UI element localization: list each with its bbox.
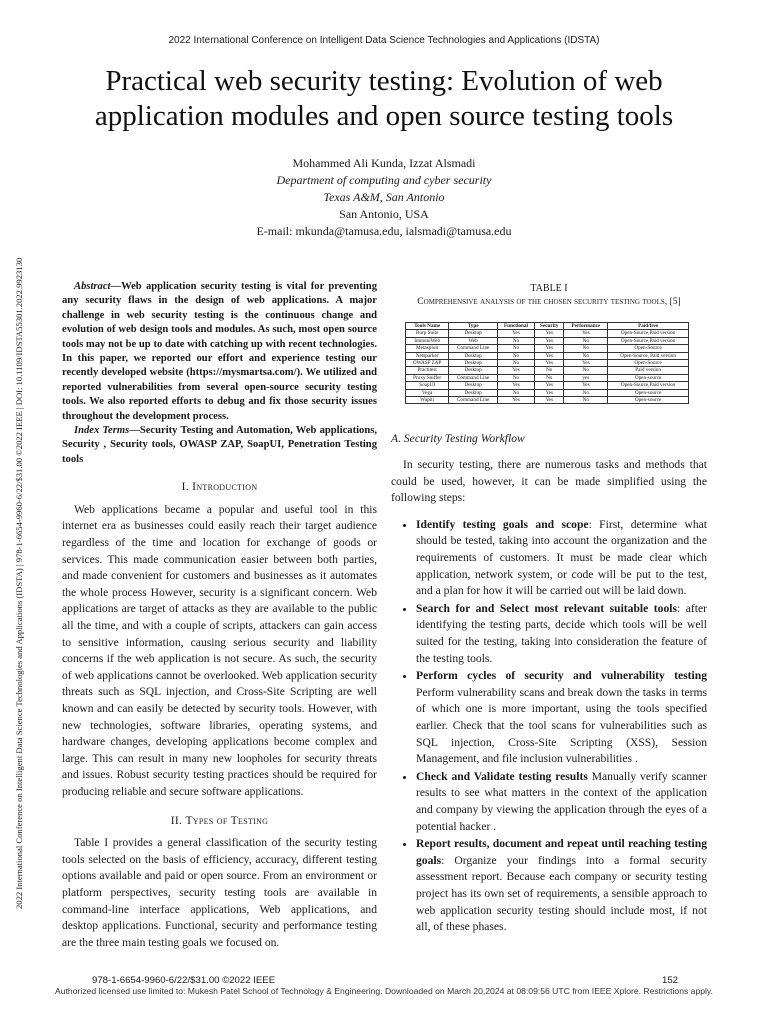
section-heading-introduction — [62, 479, 377, 496]
author-university: Texas A&M, San Antonio — [323, 190, 445, 204]
table-cell: Command Line — [449, 397, 498, 404]
section-number: I. — [181, 480, 189, 494]
table-header-cell: Security — [535, 323, 564, 330]
subsection-heading-workflow: A. Security Testing Workflow — [391, 432, 525, 446]
table-header-row — [406, 323, 689, 330]
table-cell: Open-Source,Paid version — [608, 337, 689, 344]
table-cell: No — [535, 367, 564, 374]
table-cell: Yes — [497, 382, 534, 389]
section-number: II. — [170, 813, 183, 827]
index-terms-label: Index Terms — [74, 425, 130, 437]
table-row — [406, 345, 689, 352]
table-cell: Yes — [535, 382, 564, 389]
license-notice: Authorized licensed use limited to: Mukesh Patel School of Technology & Engineering. Downloaded on March 20,2024 at 08:09:56 UTC from IEEE Xplore. Restrictions apply. — [55, 986, 713, 996]
table-cell: Command Line — [449, 374, 498, 381]
table-cell: No — [497, 374, 534, 381]
table-cell: No — [497, 360, 534, 367]
table-cell: No — [564, 367, 608, 374]
table-header-cell: Paid/free — [608, 323, 689, 330]
types-paragraph: Table I provides a general classification of the security testing tools selected on the basis of efficiency, accuracy, different testing options available and paid or open source. From an environment or platform perspectives, security testing tools are available in command-line interface applications, Web applications, and desktop applications. Functional, security and performance testing are the three main testing goals we focused on. — [62, 836, 377, 949]
paper-title: Practical web security testing: Evolution of web application modules and open source testing tools — [94, 65, 674, 132]
table-cell: Burp Suite — [406, 330, 449, 337]
table-cell: Open-Source,Paid version — [608, 330, 689, 337]
introduction-paragraph: Web applications became a popular and useful tool in this internet era as businesses could easily reach their target audience regardless of the time and location for exchange of goods or services. This made communication easier between both parties, and made convenient for customers and businesses as it automates the whole process However, security is a significant concern. Web applications are target of attacks as they are available to the public all the time, and with a couple of scripts, attackers can gain access to sensitive information, causing serious security and liability concerns if the web application is not secure. As such, the security of web applications cannot be overlooked. Web application security threats such as SQL injection, and Cross-Site Scripting are well known and can easily be detected by security tools. However, with new technologies, software libraries, operating systems, and hardware changes, developing applications become complex and large. This can result in many new loopholes for security threats and issues. Robust security testing practices should be required for producing reliable and secure software applications. — [62, 502, 377, 798]
table-cell: Vega — [406, 389, 449, 396]
table-cell: No — [564, 337, 608, 344]
table-cell: Netsparker — [406, 352, 449, 359]
workflow-step-title: Check and Validate testing results — [416, 769, 588, 783]
table-cell: Paid version — [608, 367, 689, 374]
table-body — [406, 330, 689, 404]
table-cell: Yes — [535, 330, 564, 337]
table-cell: No — [564, 397, 608, 404]
workflow-step-title: Report results, document and repeat until reaching testing goals — [416, 837, 707, 867]
table-header-cell: Type — [449, 323, 498, 330]
workflow-step-text: : First, determine what should be tested, taking into account the organization and the requirements of customers. It must be made clear which application, network system, or code will be put to the test, and a plan for how it will be carried out will be laid down. — [416, 517, 707, 598]
workflow-step-text: Perform vulnerability scans and break down the tasks in terms of which one is more important, using the tools specified earlier. Check that the tool scans for vulnerabilities such as SQL injection, Cross-Site Scripting (XSS), Session Management, and file inclusion vulnerabilities . — [416, 685, 707, 766]
section-title: Types of Testing — [185, 813, 269, 827]
table-cell: Web — [449, 337, 498, 344]
table-cell: Desktop — [449, 389, 498, 396]
table-cell: Open-Source — [608, 345, 689, 352]
table-cell: Desktop — [449, 360, 498, 367]
workflow-step-text: : Organize your findings into a formal security assessment report. Because each company or security testing project has its own set of requirements, a sensible approach to web application security testing should include most, if not all, of these phases. — [416, 853, 707, 934]
table-cell: Yes — [535, 389, 564, 396]
table-cell: Open-source — [608, 389, 689, 396]
workflow-step — [416, 601, 707, 667]
table-row — [406, 360, 689, 367]
table-cell: ImmuniWeb — [406, 337, 449, 344]
index-terms-text: —Security Testing and Automation, Web applications, Security , Security tools, OWASP ZAP, SoapUI, Penetration Testing tools — [62, 425, 377, 465]
table-cell: Open-Source, Paid version — [608, 352, 689, 359]
workflow-step — [416, 836, 707, 936]
workflow-step-text: : after identifying the testing parts, decide which tools will be well suited for the testing, taking into consideration the feature of the testing tools. — [416, 601, 707, 665]
table-cell: Yes — [535, 360, 564, 367]
table-cell: Metasploit — [406, 345, 449, 352]
doi-side-strip: 2022 International Conference on Intelligent Data Science Technologies and Applications (IDSTA) | 978-1-6654-9960-6/22/$31.00 ©2022 IEEE | DOI: 10.1109/IDSTA55301.2022.9923130 — [14, 257, 24, 909]
table-cell: Desktop — [449, 352, 498, 359]
table-row — [406, 397, 689, 404]
abstract — [62, 280, 377, 424]
workflow-step — [416, 668, 707, 768]
table-row — [406, 382, 689, 389]
abstract-text: —Web application security testing is vital for preventing any security flaws in the design of web applications. A major challenge in web security testing is the continuous change and evolution of web design tools and modules. As such, most open source tools may not be up to date with catching up with recent technologies. In this paper, we reported our effort and experience testing our recently developed website (https://mysmartsa.com/). We utilized and reported vulnerabilities from several open-source security testing tools. We also reported efforts to debug and fix those security issues throughout the development process. — [62, 281, 377, 422]
table-cell: No — [497, 352, 534, 359]
table-cell: No — [564, 352, 608, 359]
security-tools-table — [405, 322, 689, 404]
abstract-label: Abstract — [74, 281, 111, 292]
table-cell: Wapiti — [406, 397, 449, 404]
table-row — [406, 337, 689, 344]
table-cell: Yes — [497, 397, 534, 404]
table-row — [406, 352, 689, 359]
table-cell: No — [535, 374, 564, 381]
workflow-step-text: Manually verify scanner results to see what matters in the context of the application and company by viewing the application through the eyes of a potential hacker . — [416, 769, 707, 833]
table-header-cell: Performance — [564, 323, 608, 330]
table-cell: Yes — [564, 382, 608, 389]
workflow-intro: In security testing, there are numerous tasks and methods that could be used, however, it can be made simplified using the following steps: — [391, 458, 707, 505]
workflow-step — [416, 517, 707, 600]
table-header-cell: Tools Name — [406, 323, 449, 330]
table-cell: Yes — [497, 367, 534, 374]
table-cell: Desktop — [449, 367, 498, 374]
workflow-step-title: Identify testing goals and scope — [416, 517, 589, 531]
author-email: E-mail: mkunda@tamusa.edu, ialsmadi@tamusa.edu — [256, 224, 512, 238]
table-cell: No — [497, 389, 534, 396]
author-department: Department of computing and cyber security — [276, 173, 492, 187]
table-cell: No — [564, 389, 608, 396]
table-cell: Open-source — [608, 397, 689, 404]
author-location: San Antonio, USA — [339, 207, 429, 221]
table-cell: Yes — [535, 345, 564, 352]
table-cell: No — [497, 337, 534, 344]
table-cell: yes — [564, 374, 608, 381]
table-cell: No — [497, 345, 534, 352]
table-cell: Yes — [564, 360, 608, 367]
author-block — [184, 155, 584, 240]
table-cell: Command Line — [449, 345, 498, 352]
table-row — [406, 374, 689, 381]
table-label: TABLE I — [530, 283, 568, 294]
table-cell: Desktop — [449, 382, 498, 389]
left-column — [62, 280, 377, 951]
table-cell: Desktop — [449, 330, 498, 337]
table-header-cell: Functional — [497, 323, 534, 330]
table-cell: Yes — [497, 330, 534, 337]
table-cell: Yes — [535, 352, 564, 359]
table-cell: No — [564, 345, 608, 352]
footer-isbn: 978-1-6654-9960-6/22/$31.00 ©2022 IEEE — [92, 975, 276, 986]
table-row — [406, 389, 689, 396]
table-cell: OWASP ZAP — [406, 360, 449, 367]
table-cell: Open-Source — [608, 360, 689, 367]
table-cell: SoapUI — [406, 382, 449, 389]
table-cell: Open-source — [608, 374, 689, 381]
table-cell: Yes — [535, 337, 564, 344]
author-names: Mohammed Ali Kunda, Izzat Alsmadi — [292, 156, 476, 170]
index-terms — [62, 424, 377, 467]
table-caption: Comprehensive analysis of the chosen security testing tools, [5] — [417, 296, 681, 307]
table-cell: Yes — [564, 330, 608, 337]
conference-header: 2022 International Conference on Intelligent Data Science Technologies and Applications (IDSTA) — [168, 35, 600, 46]
table-row — [406, 367, 689, 374]
workflow-steps-list — [391, 517, 707, 936]
workflow-step-title: Perform cycles of security and vulnerability testing — [416, 669, 707, 683]
table-cell: Practitest — [406, 367, 449, 374]
table-cell: Open-Source,Paid version — [608, 382, 689, 389]
table-cell: Yes — [535, 397, 564, 404]
footer-page-number: 152 — [662, 975, 679, 986]
section-heading-types-of-testing — [62, 813, 377, 830]
table-row — [406, 330, 689, 337]
table-cell: Proxy Sniffer — [406, 374, 449, 381]
workflow-step — [416, 769, 707, 835]
right-column — [391, 282, 707, 937]
section-title: Introduction — [192, 480, 258, 494]
workflow-step-title: Search for and Select most relevant suitable tools — [416, 601, 677, 615]
